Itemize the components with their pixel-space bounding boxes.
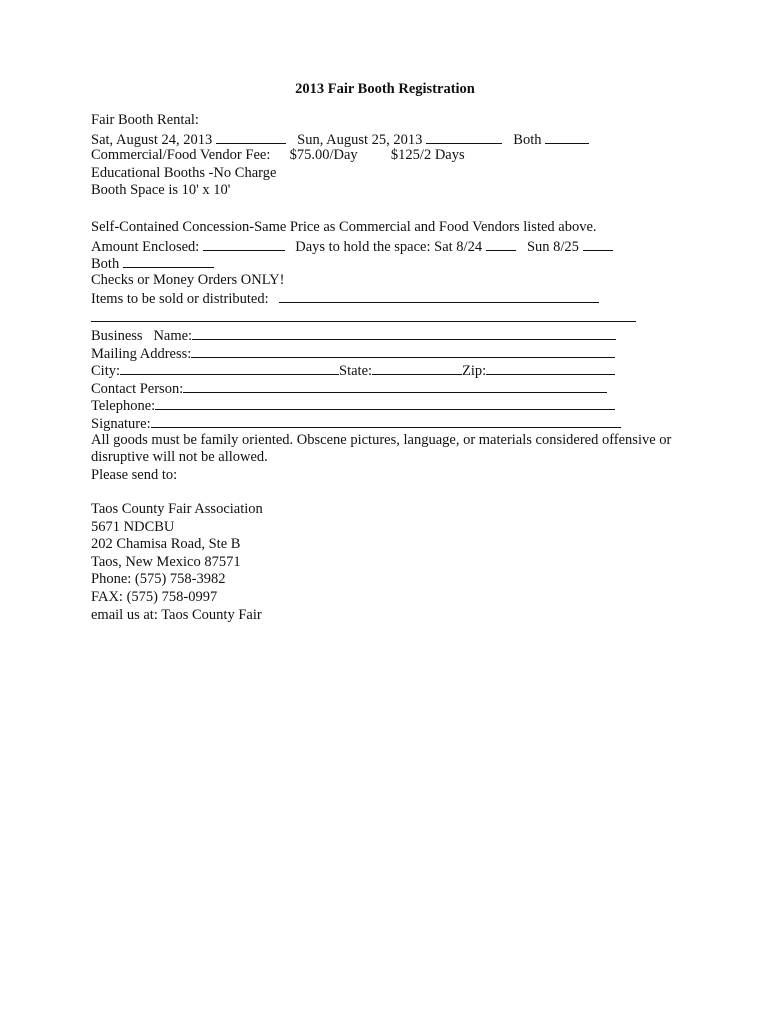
days-to-hold-label: Days to hold the space: Sat 8/24 — [295, 238, 483, 255]
both-option-label: Both — [513, 131, 542, 148]
po-box: 5671 NDCBU — [91, 518, 175, 535]
page-title: 2013 Fair Booth Registration — [295, 81, 475, 97]
fee-label: Commercial/Food Vendor Fee: — [91, 147, 271, 164]
org-name: Taos County Fair Association — [91, 501, 263, 517]
booth-rental-heading: Fair Booth Rental: — [91, 112, 199, 128]
both-hold-label: Both — [91, 256, 120, 273]
fax-number: FAX: (575) 758-0997 — [91, 588, 218, 605]
contact-person-row — [91, 379, 691, 397]
contact-person-field[interactable] — [183, 379, 607, 393]
contact-form-section — [91, 326, 691, 484]
booth-rental-section — [91, 112, 691, 200]
goods-policy-note: All goods must be family oriented. Obscene pictures, language, or materials considered offensive or disruptive will not be allowed. — [91, 431, 672, 466]
sat-hold-field[interactable] — [486, 237, 516, 251]
city-state-zip: Taos, New Mexico 87571 — [91, 553, 241, 570]
fee-row — [91, 147, 691, 165]
both-blank-field[interactable] — [545, 130, 589, 144]
signature-row — [91, 414, 691, 432]
business-name-row — [91, 326, 691, 344]
telephone-field[interactable] — [155, 396, 615, 410]
email-line: email us at: Taos County Fair — [91, 606, 262, 623]
sat-blank-field[interactable] — [216, 130, 286, 144]
mailing-address-label: Mailing Address: — [91, 345, 192, 362]
booth-space-note: Booth Space is 10' x 10' — [91, 182, 231, 199]
rental-days-row — [91, 130, 691, 148]
business-name-label: Business Name: — [91, 328, 193, 344]
city-state-zip-row — [91, 361, 691, 379]
items-row — [91, 289, 691, 307]
fee-per-day: $75.00/Day — [289, 147, 358, 164]
mailing-address-row — [91, 344, 691, 362]
state-label: State: — [339, 363, 373, 380]
both-hold-row — [91, 254, 691, 272]
phone-number: Phone: (575) 758-3982 — [91, 571, 226, 588]
zip-field[interactable] — [486, 361, 615, 375]
sat-option-label: Sat, August 24, 2013 — [91, 131, 213, 148]
city-label: City: — [91, 363, 121, 380]
mailing-address-block — [91, 501, 691, 624]
street-address: 202 Chamisa Road, Ste B — [91, 536, 241, 553]
state-field[interactable] — [372, 361, 462, 375]
amount-enclosed-label: Amount Enclosed: — [91, 238, 200, 255]
sun-blank-field[interactable] — [426, 130, 502, 144]
educational-booths-note: Educational Booths -No Charge — [91, 164, 277, 181]
city-field[interactable] — [120, 361, 339, 375]
items-label: Items to be sold or distributed: — [91, 291, 269, 308]
amount-enclosed-field[interactable] — [203, 237, 285, 251]
concession-section — [91, 219, 691, 307]
items-continuation-line[interactable] — [91, 321, 636, 322]
fee-two-days: $125/2 Days — [390, 147, 465, 164]
zip-label: Zip: — [462, 363, 487, 380]
business-name-field[interactable] — [192, 326, 616, 340]
mailing-address-field[interactable] — [191, 344, 615, 358]
sun-hold-label: Sun 8/25 — [526, 238, 579, 255]
telephone-row — [91, 396, 691, 414]
both-hold-field[interactable] — [123, 254, 214, 268]
contact-person-label: Contact Person: — [91, 380, 184, 397]
sun-hold-field[interactable] — [583, 237, 613, 251]
items-field[interactable] — [279, 289, 599, 303]
payment-note: Checks or Money Orders ONLY! — [91, 271, 285, 288]
signature-field[interactable] — [151, 414, 621, 428]
sun-option-label: Sun, August 25, 2013 — [297, 131, 423, 148]
telephone-label: Telephone: — [91, 398, 156, 415]
amount-days-row — [91, 237, 691, 255]
signature-label: Signature: — [91, 415, 151, 432]
concession-note: Self-Contained Concession-Same Price as Commercial and Food Vendors listed above. — [91, 219, 597, 235]
send-to-label: Please send to: — [91, 466, 178, 483]
